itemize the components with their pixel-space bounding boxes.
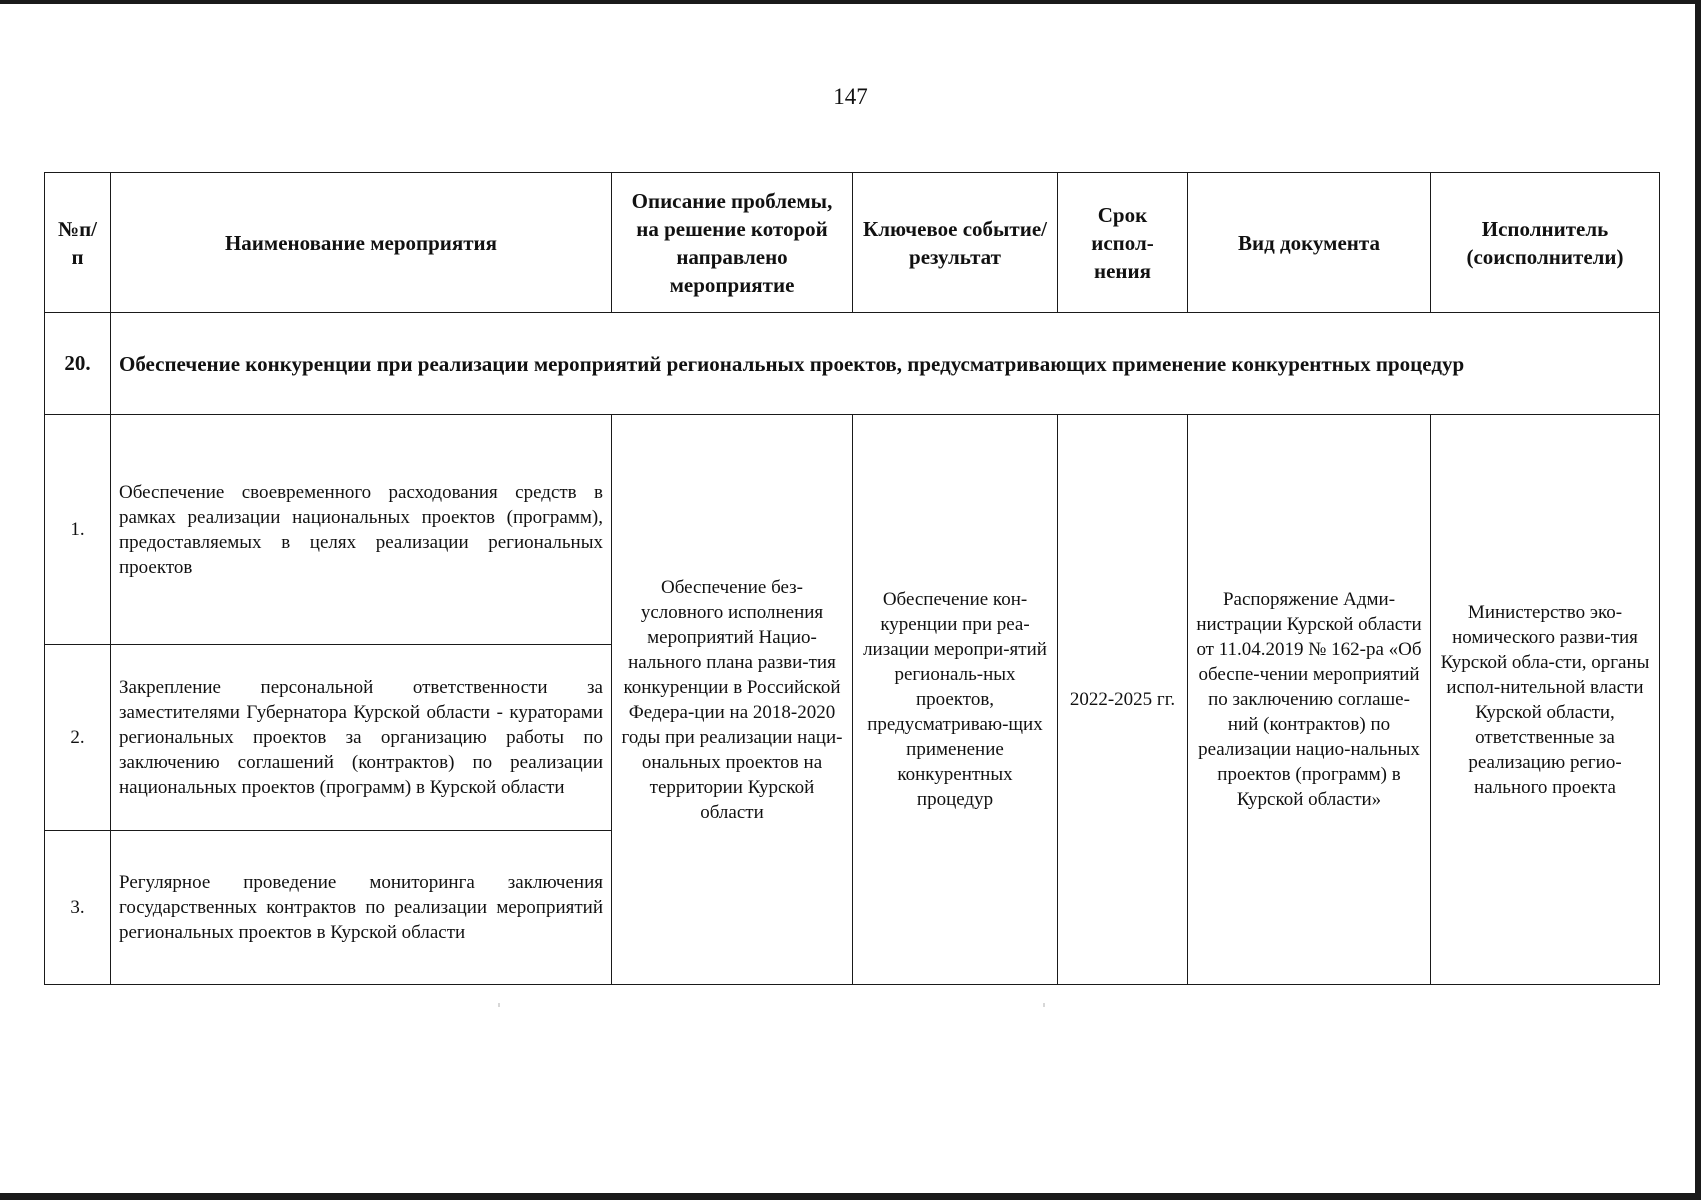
page-frame-bottom	[0, 1193, 1701, 1200]
section-number: 20.	[45, 313, 111, 415]
term: 2022-2025 гг.	[1058, 415, 1188, 985]
header-measure-name: Наименование мероприятия	[111, 173, 612, 313]
row-number: 1.	[45, 415, 111, 645]
scan-speck	[1043, 1003, 1045, 1007]
row-number: 3.	[45, 831, 111, 985]
table-row	[45, 415, 1660, 645]
header-document-type: Вид документа	[1188, 173, 1431, 313]
measure-name: Регулярное проведение мониторинга заключения государственных контрактов по реализации мероприятий региональных проектов в Курской области	[111, 831, 612, 985]
section-row	[45, 313, 1660, 415]
header-executor: Исполнитель (соисполнители)	[1431, 173, 1660, 313]
header-number: №п/п	[45, 173, 111, 313]
executor: Министерство эко-номического разви-тия Курской обла-сти, органы испол-нительной власти Курской области, ответственные за реализацию регио-нального проекта	[1431, 415, 1660, 985]
row-number: 2.	[45, 645, 111, 831]
measure-name: Закрепление персональной ответственности за заместителями Губернатора Курской области - кураторами региональных проектов за организацию работы по заключению соглашений (контрактов) по реализации национальных проектов (программ) в Курской области	[111, 645, 612, 831]
scan-speck	[498, 1003, 500, 1007]
header-term: Срок испол-нения	[1058, 173, 1188, 313]
problem-description: Обеспечение без-условного исполнения мероприятий Нацио-нального плана разви-тия конкуренции в Российской Федера-ции на 2018-2020 годы при реализации наци-ональных проектов на территории Курской области	[612, 415, 853, 985]
measure-name: Обеспечение своевременного расходования средств в рамках реализации национальных проектов (программ), предоставляемых в целях реализации региональных проектов	[111, 415, 612, 645]
section-title: Обеспечение конкуренции при реализации мероприятий региональных проектов, предусматривающих применение конкурентных процедур	[111, 313, 1660, 415]
page-frame-right	[1695, 0, 1701, 1200]
header-key-event: Ключевое событие/ результат	[853, 173, 1058, 313]
table-header-row	[45, 173, 1660, 313]
document-type: Распоряжение Адми-нистрации Курской области от 11.04.2019 № 162-ра «Об обеспе-чении мероприятий по заключению соглаше-ний (контрактов) по реализации нацио-нальных проектов (программ) в Курской области»	[1188, 415, 1431, 985]
measures-table	[44, 172, 1660, 985]
page-frame-top	[0, 0, 1701, 4]
key-event: Обеспечение кон-куренции при реа-лизации меропри-ятий региональ-ных проектов, предусматриваю-щих применение конкурентных процедур	[853, 415, 1058, 985]
page-number: 147	[833, 84, 868, 109]
header-problem-description: Описание проблемы, на решение которой направлено мероприятие	[612, 173, 853, 313]
